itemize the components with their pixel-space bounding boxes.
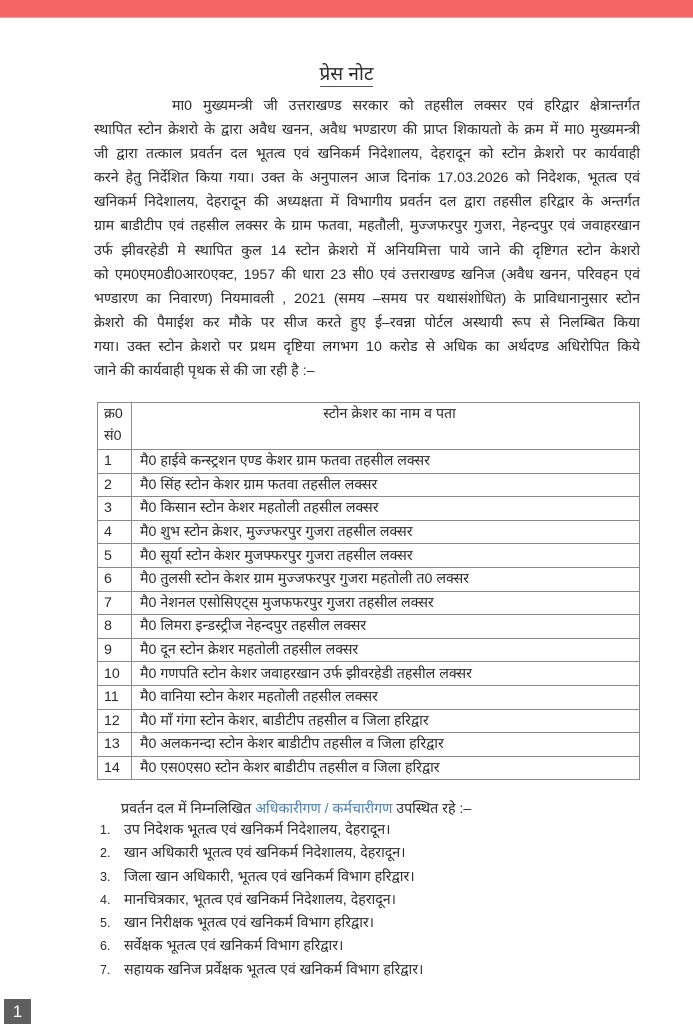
row-number: 12 [98,709,132,733]
list-number: 6. [100,939,111,954]
row-number: 4 [98,520,132,544]
list-number: 2. [100,846,111,861]
table-row [98,662,640,686]
list-item [100,959,423,982]
row-name: मै0 लिमरा इन्डस्ट्रीज नेहन्दपुर तहसील लक्सर [132,615,640,639]
table-row [98,733,640,757]
page-title [0,62,693,88]
row-number: 10 [98,662,132,686]
list-text: सहायक खनिज प्रर्वेक्षक भूतत्व एवं खनिकर्म विभाग हरिद्वार। [123,961,424,978]
table-row [98,685,640,709]
team-intro-before: प्रवर्तन दल में निम्नलिखित [121,801,256,817]
row-name: मै0 वानिया स्टोन केशर महतोली तहसील लक्सर [132,685,640,709]
paragraph-line: क्रेशरो की पैमाईश कर मौके पर सीज करते हुए ई–रवन्ना पोर्टल अस्थायी रूप से निलम्बित किया [94,314,640,331]
team-intro-after: उपस्थित रहे :– [392,801,472,817]
row-name: मै0 एस0एस0 स्टोन केशर बाडीटीप तहसील व जिला हरिद्वार [132,756,640,780]
table-row [98,709,640,733]
list-item [100,935,423,958]
table-row [98,473,640,497]
paragraph-line: ग्राम बाडीटीप एवं तहसील लक्सर के ग्राम फतवा, महतौली, मुज्जफरपुर गुजरा, नेहन्दपुर एवं जवाहरखान [94,218,640,235]
row-name: मै0 सूर्या स्टोन केशर मुजफ्फरपुर गुजरा तहसील लक्सर [132,544,640,568]
paragraph-line: स्थापित स्टोन क्रेशरो के द्वारा अवैध खनन, अवैध भण्डारण की प्राप्त शिकायतो के क्रम में मा0 मुख्यमन्त्री [94,122,640,139]
row-number: 14 [98,756,132,780]
list-number: 1. [100,823,111,837]
list-text: उप निदेशक भूतत्व एवं खनिकर्म निदेशालय, देहरादून। [123,822,391,838]
table-row [98,450,640,474]
row-name: मै0 तुलसी स्टोन केशर ग्राम मुज्जफरपुर गुजरा महतोली त0 लक्सर [132,567,640,591]
paragraph-line: मा0 मुख्यमन्त्री जी उत्तराखण्ड सरकार को तहसील लक्सर एवं हरिद्वार क्षेत्रान्तर्गत [172,98,640,114]
row-name: मै0 दून स्टोन क्रेशर महतोली तहसील लक्सर [132,638,640,662]
table-row [98,756,640,780]
paragraph-line: को एम0एम0डी0आर0एक्ट, 1957 की धारा 23 सी0 एवं उत्तराखण्ड खनिज (अवैध खनन, परिवहन एवं [94,266,640,283]
title-text: प्रेस नोट [319,64,374,85]
team-intro-highlight: अधिकारीगण / कर्मचारीगण [255,801,393,817]
paragraph-line: भण्डारण का निवारण) नियमावली , 2021 (समय –समय पर यथासंशोधित) के प्राविधानानुसार स्टोन [94,290,640,307]
row-number: 1 [98,450,132,474]
row-number: 3 [98,497,132,521]
header-serial-line1: क्र0 [104,406,123,422]
row-name: मै0 माँ गंगा स्टोन केशर, बाडीटीप तहसील व जिला हरिद्वार [132,709,640,733]
list-item [100,889,423,912]
table-row [98,497,640,521]
paragraph-line: जी द्वारा तत्काल प्रवर्तन दल भूतत्व एवं खनिकर्म निदेशालय, देहरादून को स्टोन क्रेशरो पर कार्यवाही [94,146,640,163]
list-number: 5. [100,916,111,931]
stone-crusher-table [97,402,640,780]
team-intro [121,798,471,820]
table-row [98,544,640,568]
paragraph-line: गया। उक्त स्टोन क्रेशरो पर प्रथम दृष्टिया लगभग 10 करोड से अधिक का अर्थदण्ड अधिरोपित किये [94,338,640,355]
table-row [98,520,640,544]
header-serial-number [98,403,132,450]
list-text: मानचित्रकार, भूतत्व एवं खनिकर्म निदेशालय, देहरादून। [123,891,397,908]
row-number: 9 [98,638,132,662]
table-header-row [98,403,640,450]
row-name: मै0 अलकनन्दा स्टोन केशर बाडीटीप तहसील व जिला हरिद्वार [132,733,640,757]
paragraph-line: उर्फ झीवरहेडी मे स्थापित कुल 14 स्टोन क्रेशरो में अनियमित्ता पाये जाने की दृष्टिगत स्टोन केशरो [94,242,640,259]
list-number: 4. [100,892,111,907]
row-name: मै0 सिंह स्टोन केशर ग्राम फतवा तहसील लक्सर [132,473,640,497]
list-text: खान अधिकारी भूतत्व एवं खनिकर्म निदेशालय, देहरादून। [123,845,406,862]
row-number: 8 [98,615,132,639]
table-row [98,591,640,615]
header-bar [0,0,693,18]
team-member-list [100,819,423,982]
list-item [100,819,423,842]
header-serial-line2: सं0 [104,428,122,444]
paragraph-line: जाने की कार्यवाही पृथक से की जा रही है :– [94,363,315,380]
table-row [98,567,640,591]
row-number: 7 [98,591,132,615]
row-number: 13 [98,733,132,757]
row-number: 5 [98,544,132,568]
list-text: जिला खान अधिकारी, भूतत्व एवं खनिकर्म विभाग हरिद्वार। [123,868,415,885]
list-item [100,842,423,865]
row-number: 11 [98,685,132,709]
row-number: 2 [98,473,132,497]
list-text: खान निरीक्षक भूतत्व एवं खनिकर्म विभाग हरिद्वार। [123,915,375,932]
row-name: मै0 हाईवे कन्स्ट्रशन एण्ड केशर ग्राम फतवा तहसील लक्सर [132,450,640,474]
row-name: मै0 गणपति स्टोन केशर जवाहरखान उर्फ झीवरहेडी तहसील लक्सर [132,662,640,686]
paragraph-line: खनिकर्म निदेशालय, देहरादून की अध्यक्षता में विभागीय प्रवर्तन दल द्वारा तहसील हरिद्वार के अन्तर्गत [94,194,640,211]
row-name: मै0 किसान स्टोन केशर महतोली तहसील लक्सर [132,497,640,521]
page-number-badge: 1 [4,999,31,1024]
list-item [100,866,423,889]
row-number: 6 [98,567,132,591]
list-item [100,912,423,935]
list-number: 7. [100,962,111,977]
list-text: सर्वेक्षक भूतत्व एवं खनिकर्म विभाग हरिद्वार। [123,938,344,955]
header-crusher-name: स्टोन क्रेशर का नाम व पता [132,403,640,450]
table-row [98,615,640,639]
body-paragraph [94,94,640,383]
table-row [98,638,640,662]
row-name: मै0 शुभ स्टोन क्रेशर, मुज्ज्फरपुर गुजरा तहसील लक्सर [132,520,640,544]
list-number: 3. [100,869,111,884]
paragraph-line: करने हेतु निर्देशित किया गया। उक्त के अनुपालन आज दिनांक 17.03.2026 को निदेशक, भूतत्व एवं [94,170,640,187]
row-name: मै0 नेशनल एसोसिएट्स मुजफफरपुर गुजरा तहसील लक्सर [132,591,640,615]
